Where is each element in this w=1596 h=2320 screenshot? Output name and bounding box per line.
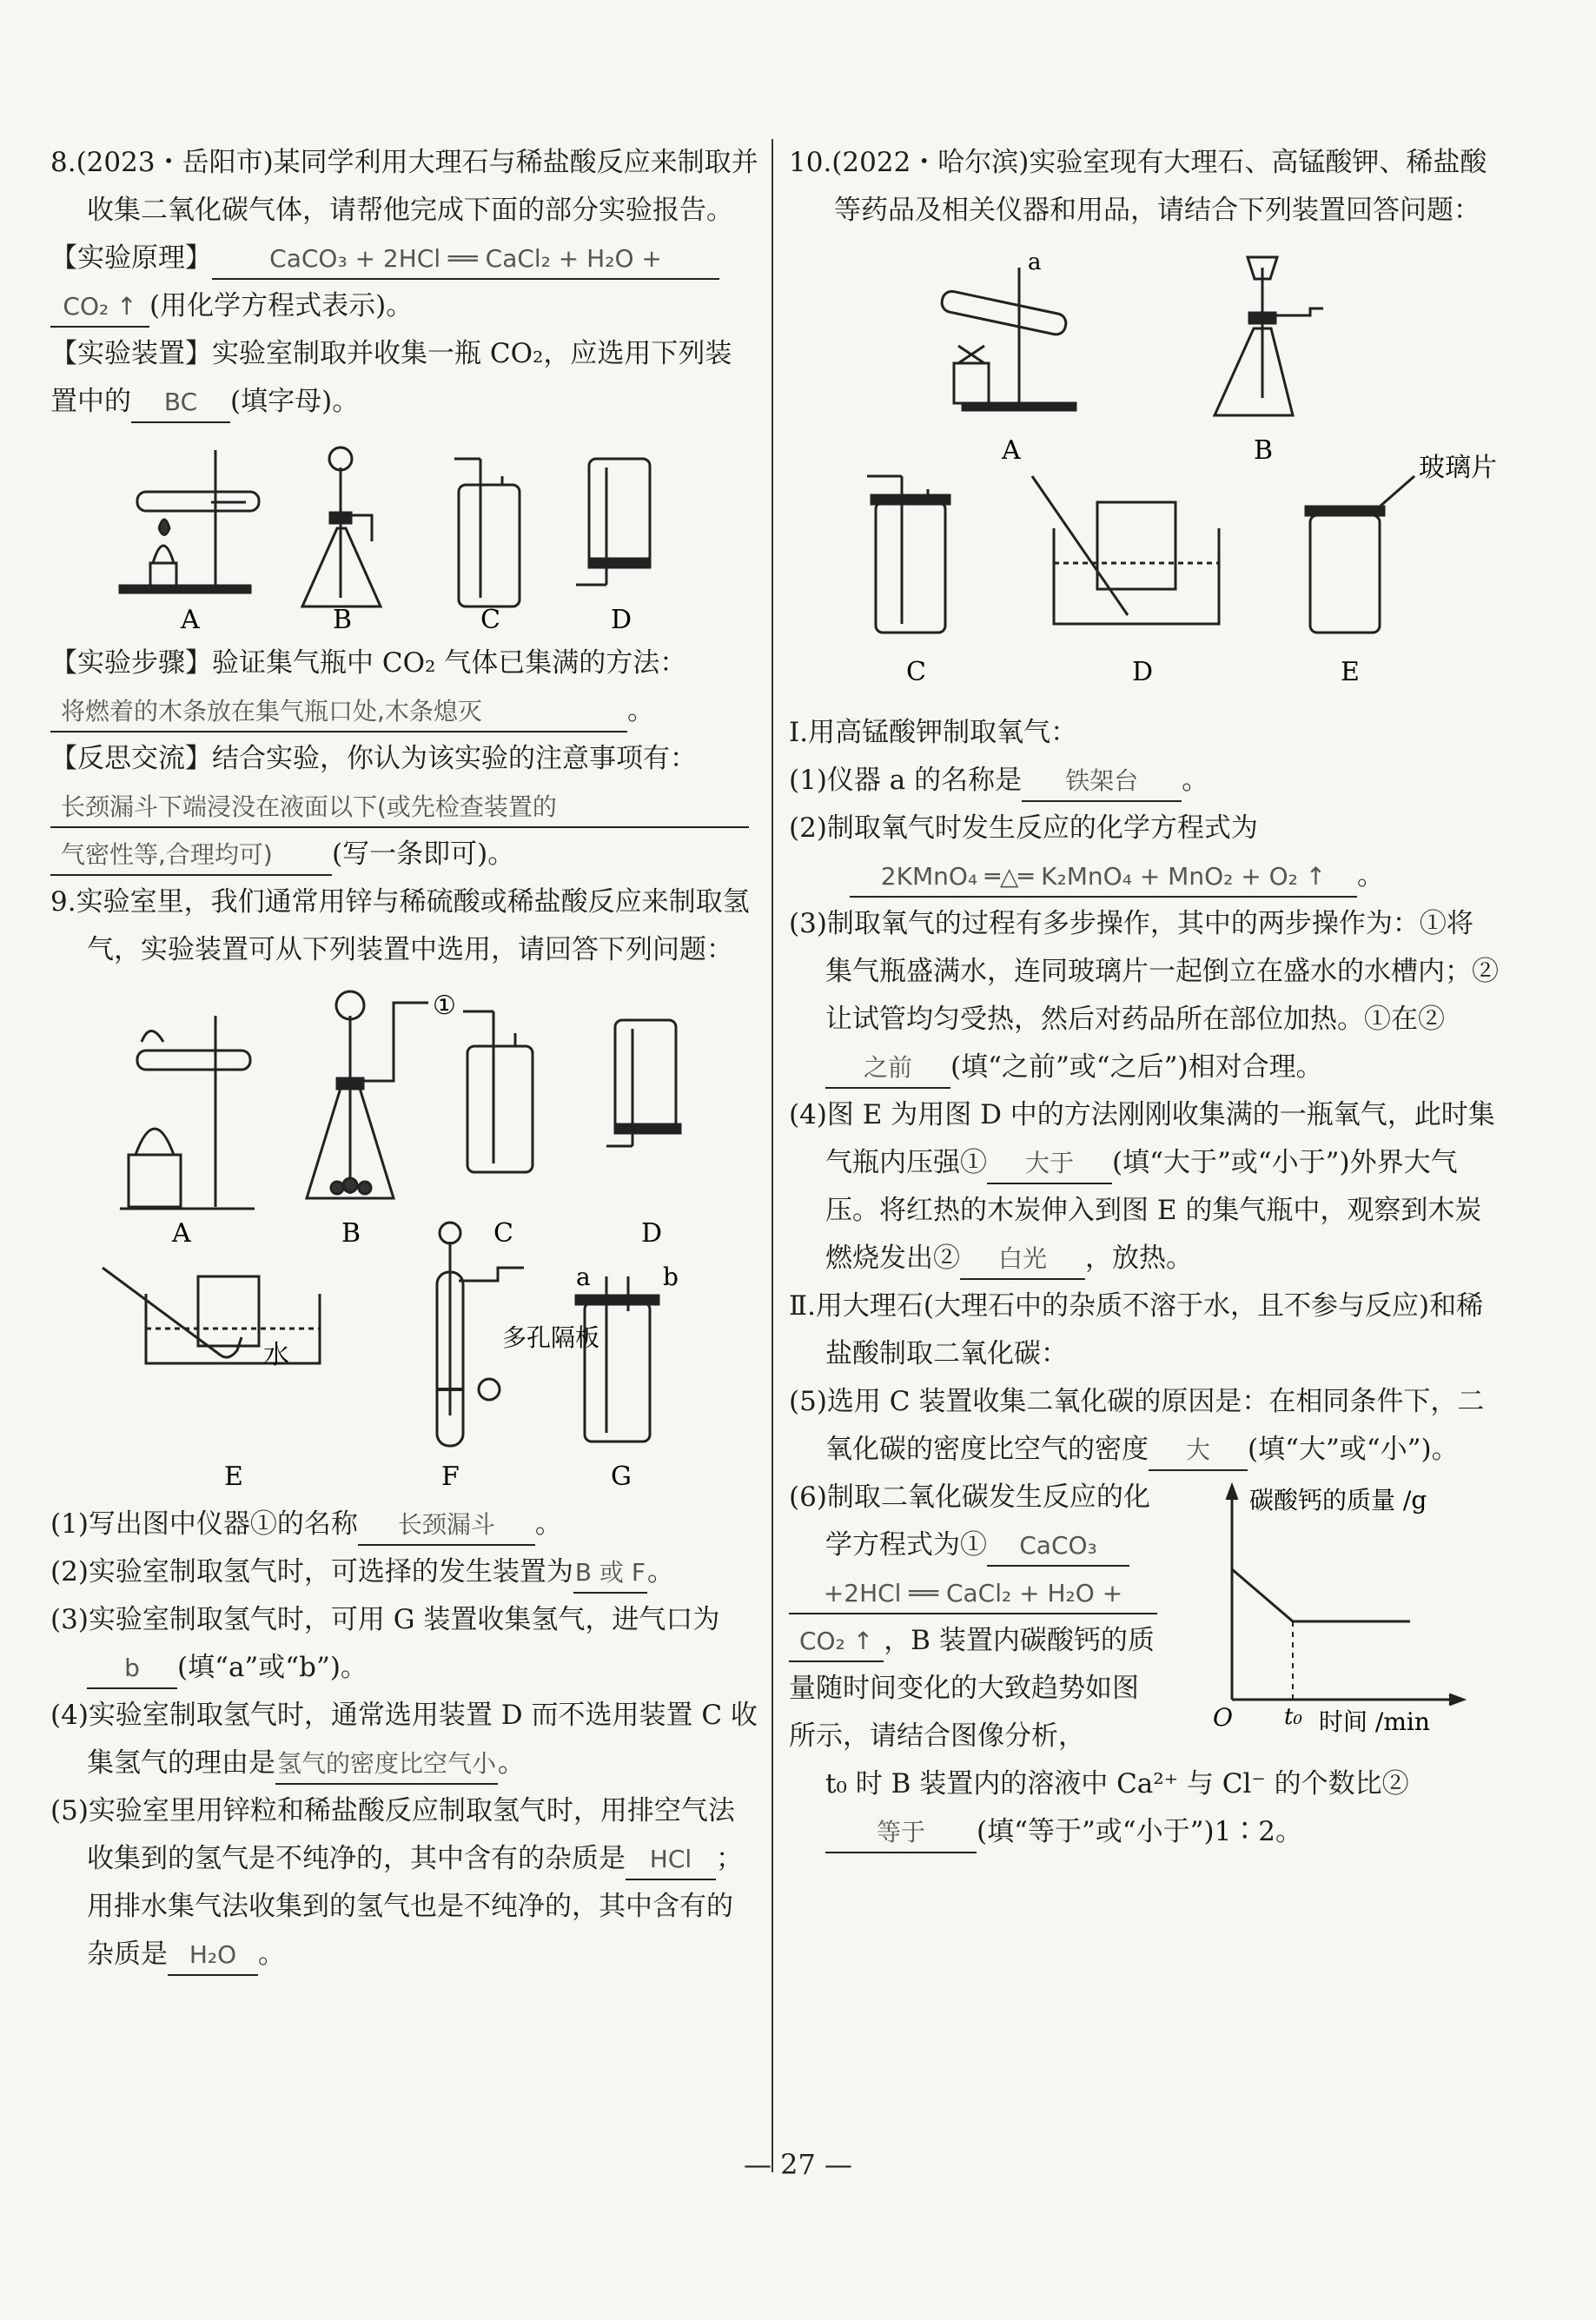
q10-s4-answer-2: 白光 (960, 1240, 1085, 1280)
q10-sub-2 (789, 805, 1500, 852)
q10-fig-label-d: D (1132, 657, 1154, 687)
q8-principle-answer-1: CaCO₃ + 2HCl ══ CaCl₂ + H₂O + (212, 240, 719, 280)
q10-s5-tail: (填“大”或“小”)。 (1248, 1434, 1459, 1465)
q9-fig-label-d: D (641, 1218, 663, 1249)
q10-fig-label-e: E (1341, 657, 1360, 687)
q8-lead: 8.(2023・岳阳市)某同学利用大理石与稀盐酸反应来制取并收集二氧化碳气体，请帮他完成下面的部分实验报告。 (50, 147, 758, 226)
q10-s1-text: (1)仪器 a 的名称是 (789, 765, 1023, 796)
q10-part1: Ⅰ.用高锰酸钾制取氧气： (789, 717, 1078, 748)
q10-s3-answer: 之前 (825, 1049, 950, 1089)
q9-s5-answer-2: H₂O (168, 1936, 258, 1976)
q10-s6-mid: ，B 装置内碳酸钙的质量随时间变化的大致趋势如图所示，请结合图像分析， (789, 1625, 1155, 1752)
right-column (789, 139, 1500, 1856)
q10-s1-tail: 。 (1182, 765, 1209, 796)
q9-s3-tail: (填“a”或“b”)。 (177, 1652, 368, 1683)
q9-s3-answer: b (87, 1649, 177, 1689)
q10-sub-4 (789, 1091, 1500, 1283)
q9-label-plate: 多孔隔板 (502, 1323, 600, 1352)
q10-s6-text: (6)制取二氧化碳发生反应的化学方程式为① (789, 1481, 1150, 1561)
q8-reflect-label: 【反思交流】 (50, 743, 212, 774)
q8-device-tail: (填字母)。 (230, 386, 360, 417)
q10-label-a: a (1028, 249, 1042, 275)
q9-s4-tail: 。 (498, 1747, 526, 1779)
q9-fig-label-f: F (441, 1462, 460, 1492)
chart-origin: O (1213, 1703, 1233, 1732)
left-column (50, 139, 758, 1979)
q9-sub-2 (50, 1548, 758, 1596)
q10-s2-answer: 2KMnO₄ ═△═ K₂MnO₄ + MnO₂ + O₂ ↑ (850, 858, 1357, 898)
chart-t0: t₀ (1284, 1704, 1302, 1730)
q9-sub-1 (50, 1501, 758, 1548)
q10-label-glass: 玻璃片 (1419, 453, 1497, 483)
q10-s4-answer-1: 大于 (987, 1144, 1112, 1184)
q8-reflect-answer-2: 气密性等,合理均可) (50, 836, 332, 876)
q9-sub-4 (50, 1692, 758, 1787)
q9-fig-label-e: E (224, 1462, 243, 1492)
q8-reflect-text: 结合实验，你认为该实验的注意事项有： (212, 743, 697, 774)
q10-fig-label-c: C (906, 657, 926, 687)
q8-device-label: 【实验装置】 (50, 338, 212, 369)
q9-s2-tail: 。 (647, 1556, 675, 1588)
q8-steps-answer: 将燃着的木条放在集气瓶口处,木条熄灭 (50, 693, 627, 732)
q9-fig-label-g: G (611, 1462, 632, 1492)
q10-lead: 10.(2022・哈尔滨)实验室现有大理石、高锰酸钾、稀盐酸等药品及相关仪器和用品，请结合下列装置回答问题： (789, 147, 1487, 226)
q10-s3-text: (3)制取氧气的过程有多步操作，其中的两步操作为：①将集气瓶盛满水，连同玻璃片一起倒立在盛水的水槽内；②让试管均匀受热，然后对药品所在部位加热。①在② (789, 908, 1499, 1035)
calcium-carbonate-chart (1197, 1474, 1500, 1734)
chart-xlabel: 时间 /min (1319, 1707, 1430, 1734)
q9-fig-label-c: C (493, 1218, 513, 1249)
q10-s6-answer-3: CO₂ ↑ (789, 1622, 884, 1662)
q8-device-answer: BC (131, 383, 230, 423)
q8-apparatus-figure (50, 433, 758, 633)
q10-fig-label-a: A (1002, 435, 1021, 466)
q9-fig-label-a: A (172, 1218, 191, 1249)
q10-sub-6 (789, 1474, 1500, 1856)
q9-label-a: a (576, 1263, 591, 1291)
q9-sub-3 (50, 1596, 758, 1692)
q9-label-water: 水 (263, 1340, 289, 1370)
q10-s4-mid: (填“大于”或“小于”)外界大气压。将红热的木炭伸入到图 E 的集气瓶中，观察到木炭燃烧发出② (825, 1147, 1482, 1274)
q9-s5-answer-1: HCl (626, 1840, 716, 1880)
q9-s5-text: (5)实验室里用锌粒和稀盐酸反应制取氢气时，用排空气法收集到的氢气是不纯净的，其中含有的杂质是 (50, 1795, 735, 1874)
q10-sub-1 (789, 757, 1500, 805)
q8-steps-tail: 。 (627, 695, 654, 726)
q8-fig-label-c: C (480, 605, 500, 633)
q9-s4-answer: 氢气的密度比空气小 (275, 1745, 498, 1785)
q9-s5-tail: 。 (258, 1939, 285, 1970)
q10-s6-answer-4: 等于 (825, 1813, 977, 1853)
q10-s6-answer-1: CaCO₃ (987, 1527, 1129, 1567)
q9-s5-mid: ；用排水集气法收集到的氢气也是不纯净的，其中含有的杂质是 (87, 1843, 743, 1970)
q9-s4-text: (4)实验室制取氢气时，通常选用装置 D 而不选用装置 C 收集氢气的理由是 (50, 1700, 758, 1779)
q9-lead: 9.实验室里，我们通常用锌与稀硫酸或稀盐酸反应来制取氢气，实验装置可从下列装置中选用，请回答下列问题： (50, 886, 750, 965)
q9-s2-text: (2)实验室制取氢气时，可选择的发生装置为 (50, 1556, 573, 1588)
q8-device-text: 实验室制取并收集一瓶 CO₂，应选用下列装置中的 (50, 338, 732, 417)
q10-sub-3 (789, 900, 1500, 1091)
q8-principle-label: 【实验原理】 (50, 242, 212, 274)
q9-s1-answer: 长颈漏斗 (358, 1506, 535, 1546)
q8-reflect-answer-1: 长颈漏斗下端浸没在液面以下(或先检查装置的 (50, 788, 749, 828)
q9-s2-answer: B 或 F (573, 1554, 647, 1594)
q9-s1-text: (1)写出图中仪器①的名称 (50, 1508, 358, 1540)
q9-s1-tail: 。 (534, 1508, 562, 1540)
q8-steps-text: 验证集气瓶中 CO₂ 气体已集满的方法： (212, 647, 687, 679)
q10-s4-text: (4)图 E 为用图 D 中的方法刚刚收集满的一瓶氧气，此时集气瓶内压强① (789, 1099, 1495, 1178)
q9-label-b: b (663, 1263, 679, 1291)
q9-apparatus-figure (50, 981, 758, 1494)
q10-fig-label-b: B (1254, 435, 1274, 466)
q8-principle-answer-2: CO₂ ↑ (50, 288, 149, 328)
q10-s2-text: (2)制取氧气时发生反应的化学方程式为 (789, 812, 1258, 844)
page-number: — 27 — (743, 2148, 853, 2181)
q8-fig-label-d: D (611, 605, 632, 633)
q10-s1-answer: 铁架台 (1022, 762, 1182, 802)
column-divider (772, 139, 773, 2172)
q9-label-circle1: ① (433, 991, 456, 1021)
q10-s6-tail: (填“等于”或“小于”)1∶2。 (977, 1816, 1303, 1847)
q8-fig-label-b: B (333, 605, 353, 633)
q10-s6-mid2: t₀ 时 B 装置内的溶液中 Ca²⁺ 与 Cl⁻ 的个数比② (825, 1768, 1409, 1800)
q8-principle-tail: (用化学方程式表示)。 (149, 290, 414, 321)
q10-s5-text: (5)选用 C 装置收集二氧化碳的原因是：在相同条件下，二氧化碳的密度比空气的密度 (789, 1386, 1485, 1465)
q9-s3-text: (3)实验室制取氢气时，可用 G 装置收集氢气，进气口为 (50, 1604, 720, 1635)
q10-s3-tail: (填“之前”或“之后”)相对合理。 (950, 1051, 1323, 1083)
q9-fig-label-b: B (341, 1218, 361, 1249)
q10-s5-answer: 大 (1149, 1431, 1248, 1471)
q9-sub-5 (50, 1787, 758, 1979)
q10-s2-tail: 。 (1357, 860, 1384, 892)
q8-fig-label-a: A (181, 605, 200, 633)
q10-s4-tail: ，放热。 (1085, 1243, 1193, 1274)
q8-reflect-tail: (写一条即可)。 (332, 839, 515, 870)
q10-sub-5 (789, 1378, 1500, 1474)
q10-s6-text-block (789, 1474, 1162, 1760)
q10-part2: Ⅱ.用大理石(大理石中的杂质不溶于水，且不参与反应)和稀盐酸制取二氧化碳： (789, 1290, 1484, 1369)
chart-ylabel: 碳酸钙的质量 /g (1249, 1486, 1427, 1515)
q10-s6-answer-2: +2HCl ══ CaCl₂ + H₂O + (789, 1574, 1157, 1614)
q10-apparatus-figure (789, 242, 1500, 702)
q8-steps-label: 【实验步骤】 (50, 647, 212, 679)
